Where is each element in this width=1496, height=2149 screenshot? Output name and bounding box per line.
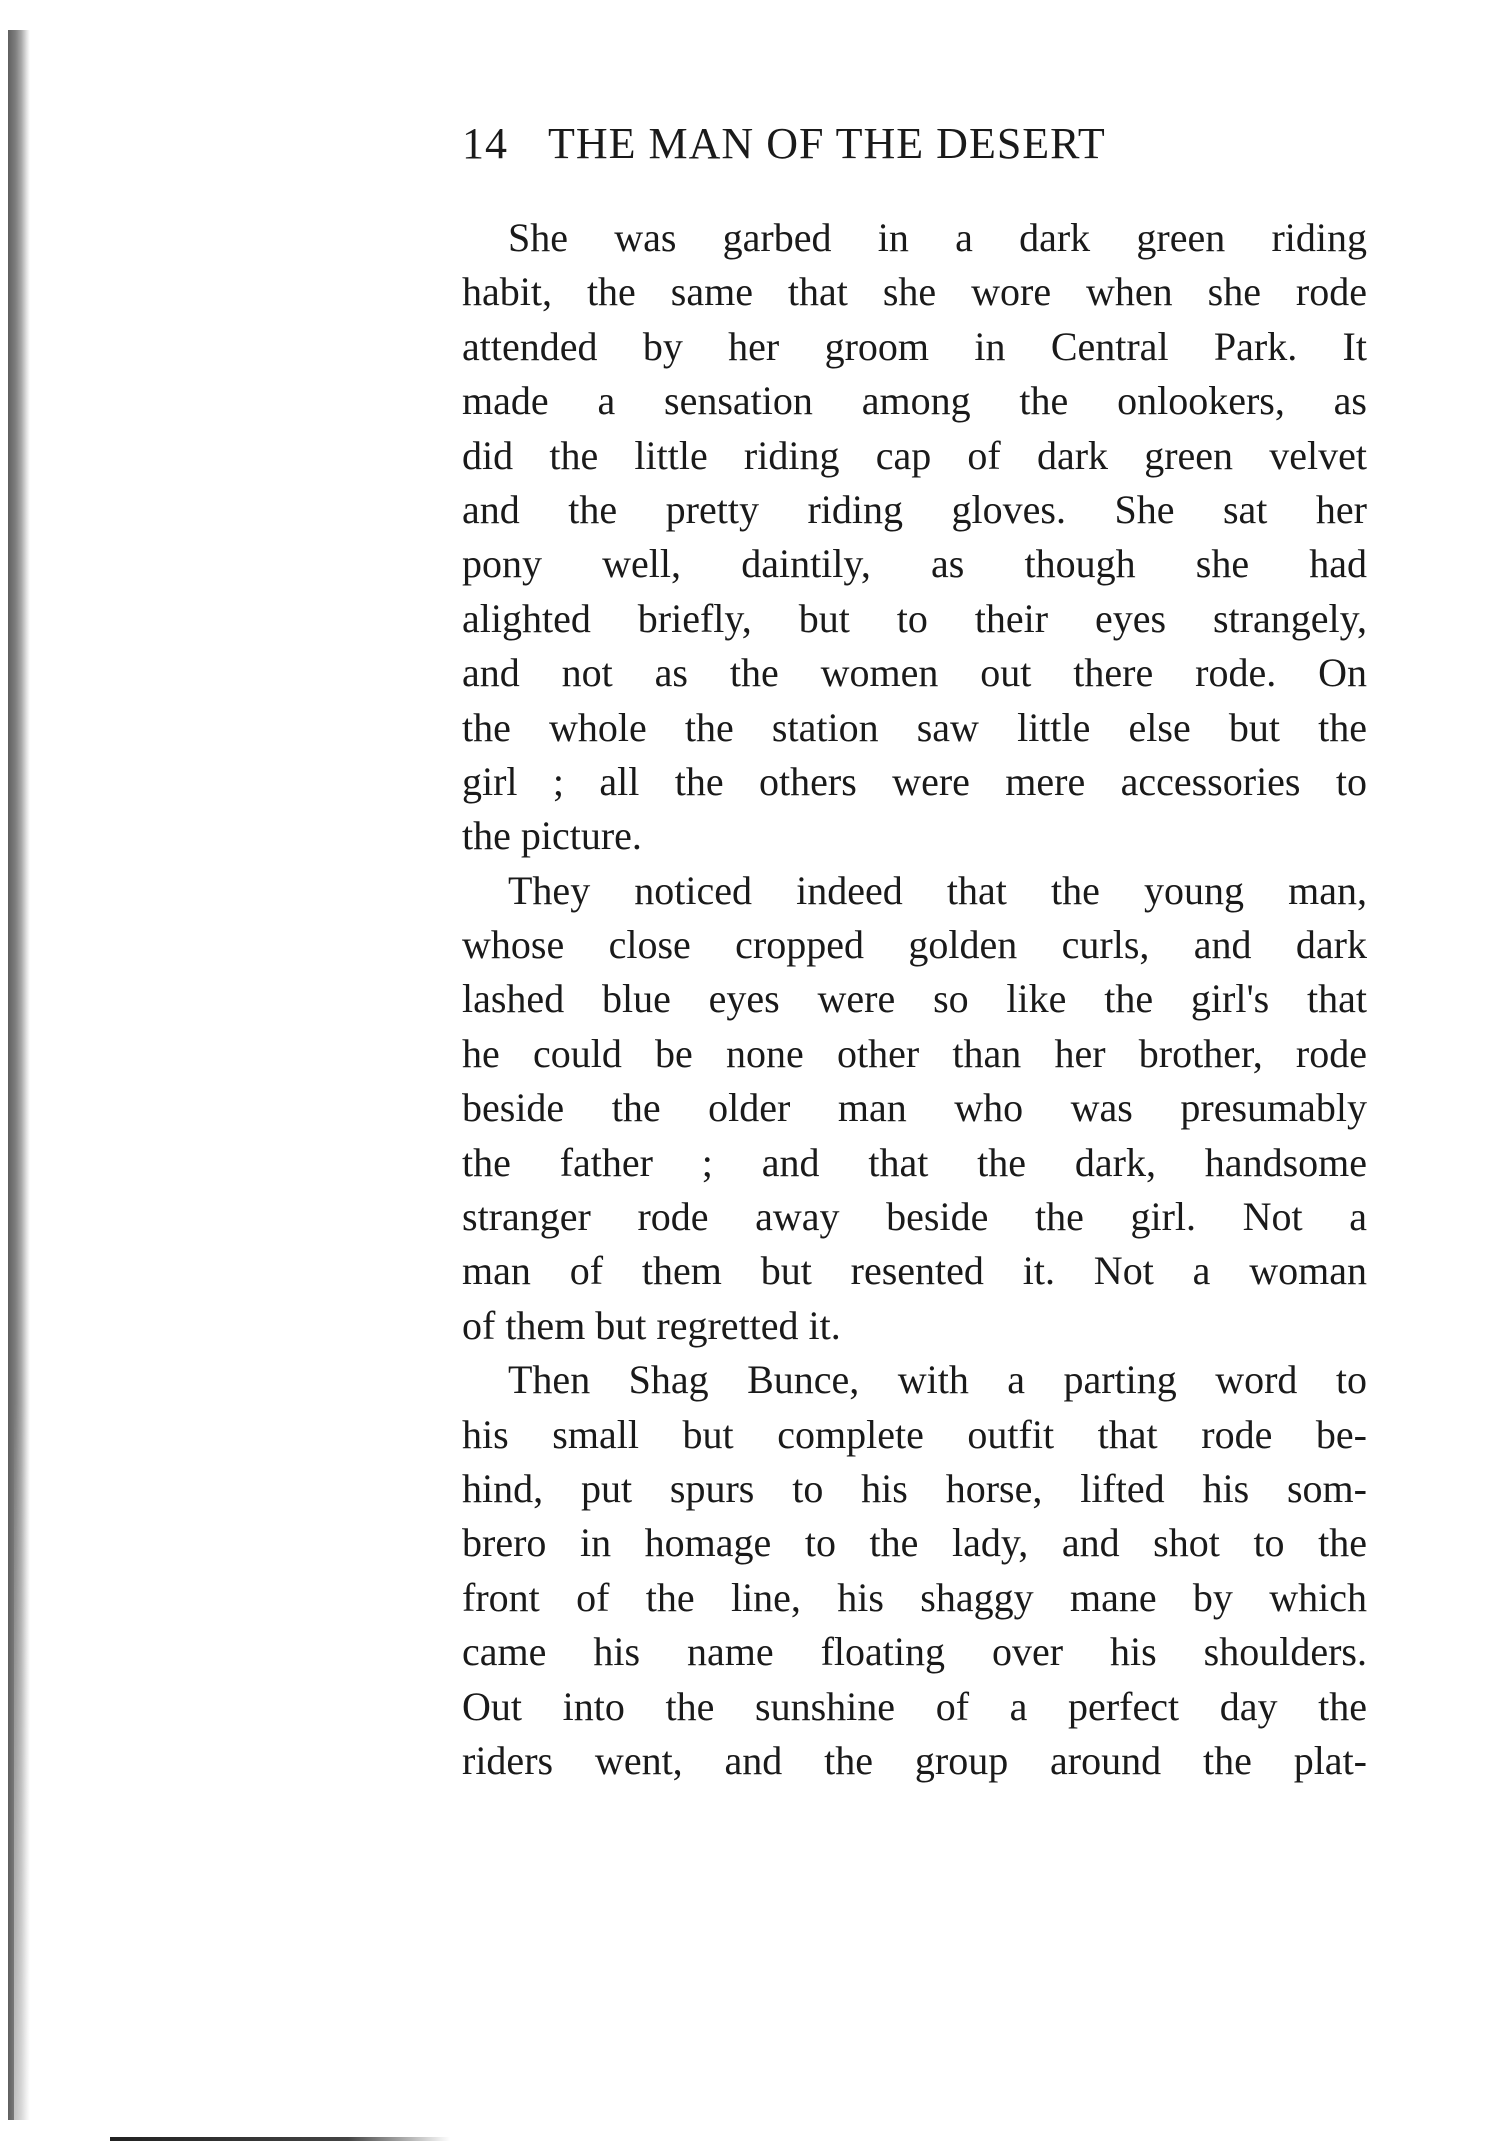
text-line: alighted briefly, but to their eyes strangely, <box>462 595 1367 641</box>
bottom-edge-rule <box>110 2137 450 2141</box>
running-header <box>462 118 1362 178</box>
binding-edge-fade <box>14 1400 32 2120</box>
text-line: the picture. <box>462 813 642 859</box>
text-line: beside the older man who was presumably <box>462 1085 1367 1131</box>
text-line: Then Shag Bunce, with a parting word to <box>508 1357 1367 1403</box>
text-line: They noticed indeed that the young man, <box>508 867 1367 913</box>
text-line: came his name floating over his shoulders. <box>462 1629 1367 1675</box>
text-line: lashed blue eyes were so like the girl's that <box>462 976 1367 1022</box>
body-text <box>462 211 1367 1788</box>
text-line: he could be none other than her brother, rode <box>462 1030 1367 1076</box>
text-line: front of the line, his shaggy mane by which <box>462 1574 1367 1620</box>
text-line: the father ; and that the dark, handsome <box>462 1139 1367 1185</box>
text-line: whose close cropped golden curls, and dark <box>462 922 1367 968</box>
text-line: his small but complete outfit that rode be- <box>462 1411 1367 1457</box>
text-line: girl ; all the others were mere accessories to <box>462 758 1367 804</box>
text-line: brero in homage to the lady, and shot to the <box>462 1520 1367 1566</box>
text-line: habit, the same that she wore when she rode <box>462 269 1367 315</box>
text-line: and the pretty riding gloves. She sat her <box>462 486 1367 532</box>
text-line: Out into the sunshine of a perfect day the <box>462 1683 1367 1729</box>
text-line: and not as the women out there rode. On <box>462 650 1367 696</box>
text-line: She was garbed in a dark green riding <box>508 215 1367 260</box>
text-line: attended by her groom in Central Park. It <box>462 323 1367 369</box>
text-line: of them but regretted it. <box>462 1302 841 1348</box>
text-line: hind, put spurs to his horse, lifted his som- <box>462 1465 1367 1511</box>
text-line: man of them but resented it. Not a woman <box>462 1248 1367 1294</box>
text-line: riders went, and the group around the plat- <box>462 1737 1367 1783</box>
text-line: stranger rode away beside the girl. Not a <box>462 1194 1367 1240</box>
text-line: made a sensation among the onlookers, as <box>462 378 1367 424</box>
running-title: THE MAN OF THE DESERT <box>548 119 1106 168</box>
page-number: 14 <box>462 119 508 168</box>
text-line: pony well, daintily, as though she had <box>462 541 1367 587</box>
text-line: the whole the station saw little else but the <box>462 704 1367 750</box>
text-line: did the little riding cap of dark green velvet <box>462 432 1367 478</box>
